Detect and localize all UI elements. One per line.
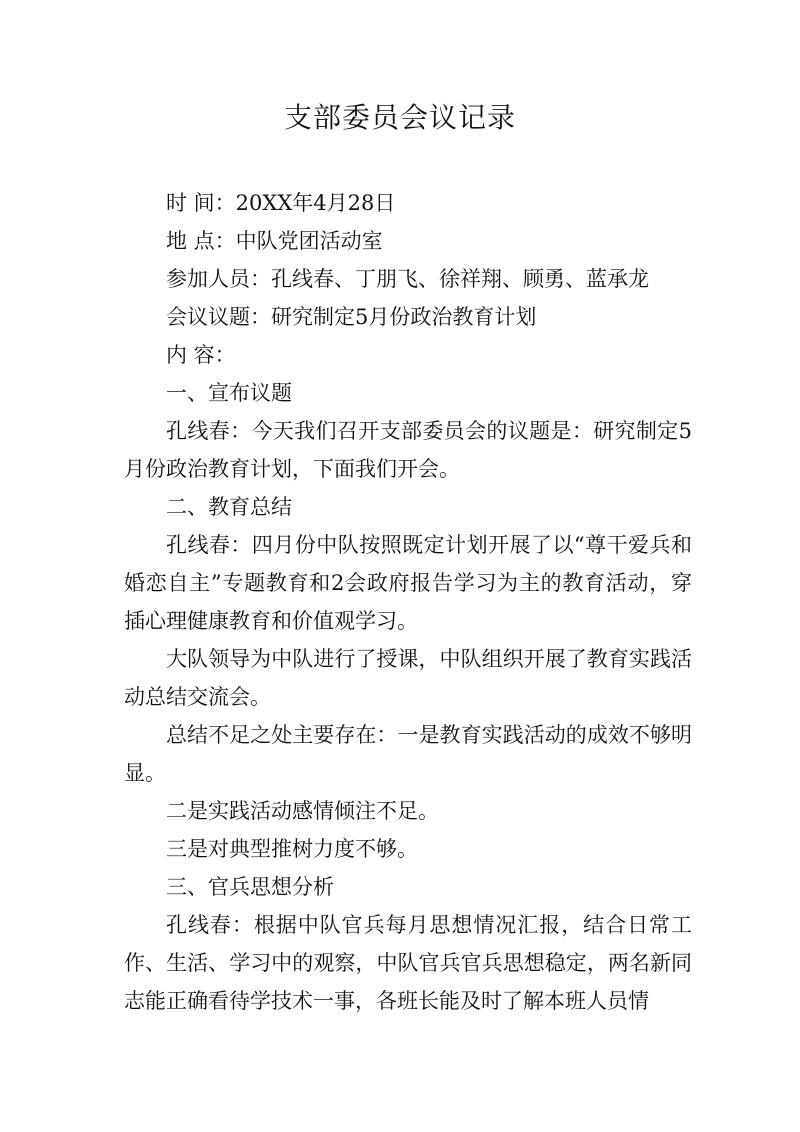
meeting-content-label: 内 容：	[166, 343, 236, 367]
section-heading: 三、官兵思想分析	[166, 875, 334, 899]
section-heading: 一、宣布议题	[166, 381, 292, 405]
paragraph: 三是对典型推树力度不够。	[166, 837, 418, 861]
meeting-attendees: 参加人员：孔线春、丁朋飞、徐祥翔、顾勇、蓝承龙	[166, 267, 649, 291]
meeting-time: 时 间：20XX年4月28日	[166, 191, 396, 215]
paragraph: 孔线春：根据中队官兵每月思想情况汇报，结合日常工作、生活、学习中的观察，中队官兵官兵思想稳定，两名新同志能正确看待学技术一事，各班长能及时了解本班人员情	[124, 913, 692, 1013]
document-body	[124, 184, 692, 1020]
document-title: 支部委员会议记录	[283, 101, 516, 134]
paragraph: 孔线春：四月份中队按照既定计划开展了以“尊干爱兵和婚恋自主”专题教育和2会政府报告学习为主的教育活动，穿插心理健康教育和价值观学习。	[124, 533, 692, 633]
paragraph: 大队领导为中队进行了授课，中队组织开展了教育实践活动总结交流会。	[124, 647, 692, 709]
section-heading: 二、教育总结	[166, 495, 292, 519]
paragraph: 孔线春：今天我们召开支部委员会的议题是：研究制定5月份政治教育计划，下面我们开会。	[124, 419, 692, 481]
meeting-topic: 会议议题：研究制定5月份政治教育计划	[166, 305, 537, 329]
meeting-location: 地 点：中队党团活动室	[166, 229, 383, 253]
paragraph: 总结不足之处主要存在：一是教育实践活动的成效不够明显。	[124, 723, 692, 785]
paragraph: 二是实践活动感情倾注不足。	[166, 799, 439, 823]
